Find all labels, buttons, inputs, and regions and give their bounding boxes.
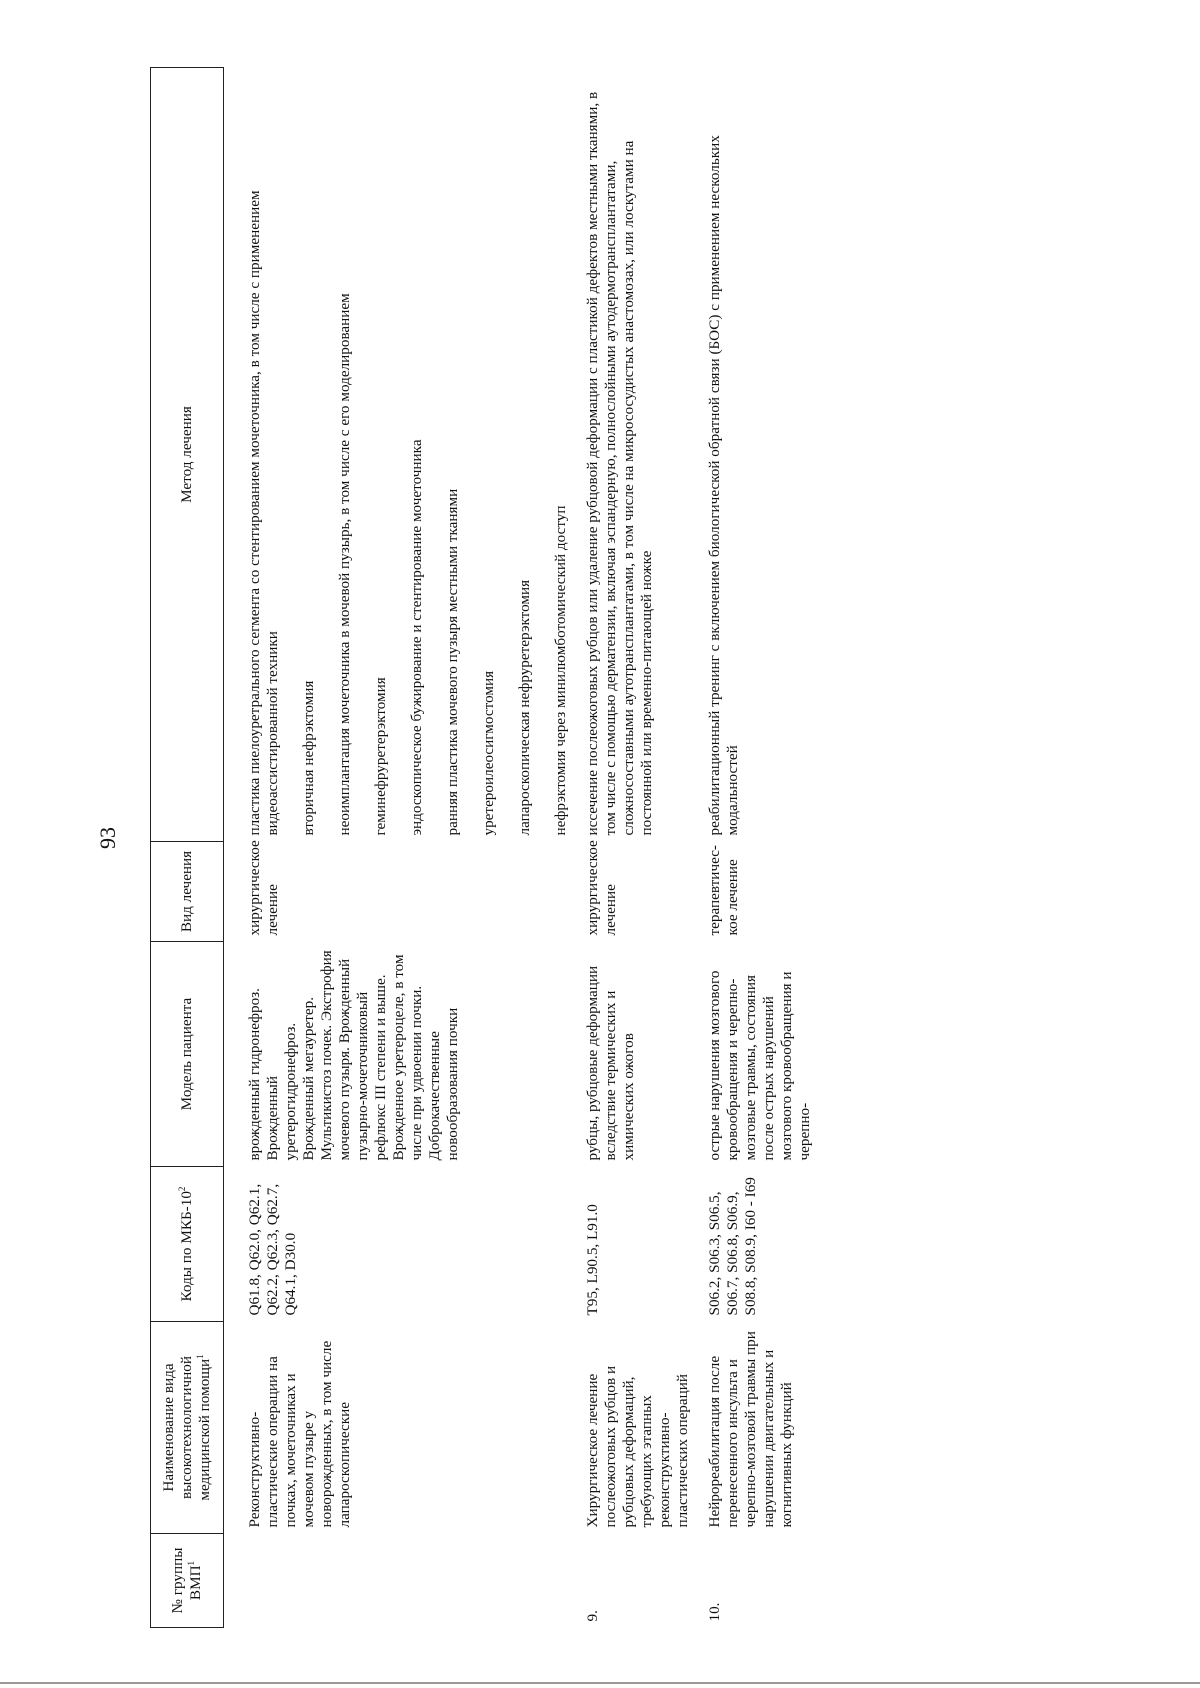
header-group-number: № группы ВМП$^1$: [151, 1534, 224, 1628]
rotated-page: [150, 68, 1078, 1628]
table-header-row: [151, 68, 224, 1628]
cell-treatment-type: хирургическое лечение: [584, 840, 619, 936]
method-item: геминефруретерэктомия: [372, 677, 389, 836]
cell-icd-codes: T95, L90.5, L91.0: [584, 1204, 601, 1316]
method-item: уретероилеосигмостомия: [480, 670, 497, 836]
header-care-type-name: Наименование вида высокотехнологичной медицинской помощи$^1$: [151, 1322, 224, 1534]
cell-patient-model: острые нарушения мозгового кровообращения и черепно-мозговые травмы, состояния после острых нарушений мозгового кровообращения и черепно-: [706, 970, 813, 1161]
cell-care-type-name: Нейрореабилитация после перенесенного инсульта и черепно-мозговой травмы при нарушении двигательных и когнитивных функций: [706, 1331, 795, 1528]
header-treatment-type: Вид лечения: [151, 842, 224, 942]
method-item: вторичная нефрэктомия: [300, 680, 317, 836]
cell-patient-model: врожденный гидронефроз. Врожденный уретерогидронефроз. Врожденный мегауретер. Мультикистоз почек. Экстрофия мочевого пузыря. Врожденный пузырно-мочеточниковый рефлюкс III степени и выше. Врожденное уретероцеле, в том числе при удвоении почки. Доброкачественные новообразования почки: [246, 950, 461, 1161]
cell-treatment-methods: [702, 68, 824, 842]
header-icd-codes: Коды по МКБ-$10^2$: [151, 1167, 224, 1322]
method-item: иссечение послеожоговых рубцов или удаление рубцовой деформации с пластикой дефектов местными тканями, в том числе с помощью дерматензии, включая эспандерную, полнослойными аутодермотрансплантатами, сложносоставными аутотрансплантатами, в том числе на микрососудистых анастомозах, или лоскутами на постоянной или временно-питающей ножке: [584, 91, 655, 836]
table-row: [580, 68, 702, 1628]
cell-treatment-type: хирургическое лечение: [246, 840, 281, 936]
header-patient-model: Модель пациента: [151, 942, 224, 1167]
method-item: нефрэктомия через минилюмботомический доступ: [552, 505, 569, 836]
treatment-table: [150, 67, 824, 1628]
cell-care-type-name: Хирургическое лечение послеожоговых рубцов и рубцовых деформаций, требующих этапных реконструктивно-пластических операций: [584, 1365, 691, 1528]
cell-group-number: 9.: [584, 1610, 601, 1622]
cell-group-number: [224, 1534, 581, 1628]
table-row: [224, 68, 581, 1628]
cell-icd-codes: Q61.8, Q62.0, Q62.1, Q62.2, Q62.3, Q62.7, Q64.1, D30.0: [246, 1183, 299, 1316]
scan-edge-line: [0, 1682, 1200, 1684]
page-number: 93: [95, 827, 120, 849]
cell-treatment-type: терапевтичес-кое лечение: [706, 845, 741, 936]
header-treatment-method: Метод лечения: [151, 68, 224, 842]
cell-icd-codes: S06.2, S06.3, S06.5, S06.7, S06.8, S06.9, S08.8, S08.9, I60 - I69: [706, 1177, 759, 1316]
cell-care-type-name: Реконструктивно-пластические операции на почках, мочеточниках и мочевом пузыре у новорожденных, в том числе лапароскопические: [246, 1340, 353, 1528]
method-item: реабилитационный тренинг с включением биологической обратной связи (БОС) с применением нескольких модальностей: [706, 135, 741, 836]
cell-group-number: 10.: [706, 1602, 723, 1622]
cell-patient-model: рубцы, рубцовые деформации вследствие термических и химических ожогов: [584, 965, 637, 1161]
cell-treatment-methods: [224, 68, 581, 842]
method-item: неоимплантация мочеточника в мочевой пузырь, в том числе с его моделированием: [336, 293, 353, 836]
method-item: лапароскопическая нефруретерэктомия: [516, 579, 533, 836]
method-item: ранняя пластика мочевого пузыря местными тканями: [444, 488, 461, 836]
method-item: эндоскопическое бужирование и стентирование мочеточника: [408, 439, 425, 836]
method-item: пластика пиелоуретрального сегмента со стентированием мочеточника, в том числе с применением видеоассистированной техники: [246, 190, 281, 836]
table-row: [702, 68, 824, 1628]
cell-treatment-methods: [580, 68, 702, 842]
